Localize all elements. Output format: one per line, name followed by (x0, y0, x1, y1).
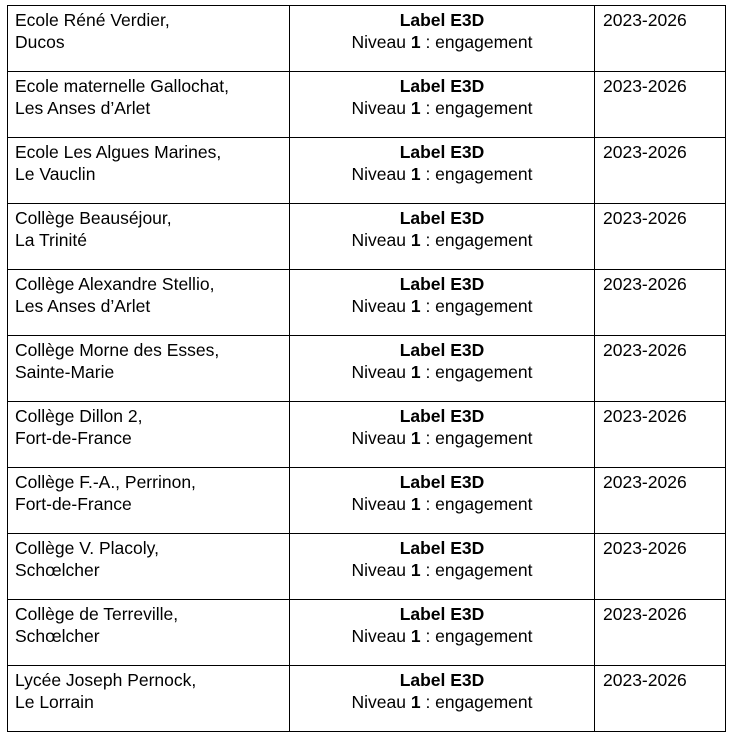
school-name: Collège V. Placoly, (15, 538, 159, 558)
school-city: Le Lorrain (15, 692, 94, 712)
school-city: Ducos (15, 32, 65, 52)
table-row (8, 204, 726, 270)
school-cell (8, 6, 290, 72)
level-prefix: Niveau (351, 230, 411, 250)
level-prefix: Niveau (351, 560, 411, 580)
level-number: 1 (410, 32, 421, 52)
school-cell (8, 336, 290, 402)
level-suffix: : engagement (420, 230, 533, 250)
period-cell (595, 468, 726, 534)
label-cell (290, 666, 595, 732)
level-prefix: Niveau (351, 296, 411, 316)
period-text: 2023-2026 (603, 274, 687, 294)
level-suffix: : engagement (420, 98, 533, 118)
school-city: Schœlcher (15, 560, 100, 580)
level-number: 1 (410, 626, 421, 646)
table-row (8, 468, 726, 534)
level-suffix: : engagement (420, 560, 533, 580)
school-cell (8, 270, 290, 336)
level-suffix: : engagement (420, 428, 533, 448)
school-name: Collège Beauséjour, (15, 208, 172, 228)
e3d-label-table (7, 5, 726, 732)
period-text: 2023-2026 (603, 670, 687, 690)
label-cell (290, 270, 595, 336)
level-suffix: : engagement (420, 626, 533, 646)
period-cell (595, 666, 726, 732)
label-title: Label E3D (399, 142, 485, 162)
label-title: Label E3D (399, 538, 485, 558)
period-cell (595, 72, 726, 138)
level-suffix: : engagement (420, 32, 533, 52)
period-cell (595, 138, 726, 204)
school-city: Fort-de-France (15, 494, 132, 514)
level-prefix: Niveau (351, 692, 411, 712)
label-cell (290, 402, 595, 468)
period-text: 2023-2026 (603, 604, 687, 624)
label-title: Label E3D (399, 472, 485, 492)
label-cell (290, 336, 595, 402)
level-prefix: Niveau (351, 626, 411, 646)
level-number: 1 (410, 692, 421, 712)
label-cell (290, 72, 595, 138)
school-cell (8, 534, 290, 600)
label-title: Label E3D (399, 670, 485, 690)
level-number: 1 (410, 98, 421, 118)
table-row (8, 72, 726, 138)
school-name: Collège Alexandre Stellio, (15, 274, 215, 294)
school-name: Ecole Les Algues Marines, (15, 142, 222, 162)
school-city: La Trinité (15, 230, 87, 250)
school-city: Les Anses d’Arlet (15, 296, 151, 316)
label-cell (290, 600, 595, 666)
school-city: Les Anses d’Arlet (15, 98, 151, 118)
school-cell (8, 402, 290, 468)
school-name: Collège Dillon 2, (15, 406, 143, 426)
label-title: Label E3D (399, 340, 485, 360)
school-cell (8, 600, 290, 666)
label-cell (290, 204, 595, 270)
label-title: Label E3D (399, 604, 485, 624)
school-cell (8, 72, 290, 138)
school-name: Ecole maternelle Gallochat, (15, 76, 229, 96)
table-row (8, 270, 726, 336)
level-prefix: Niveau (351, 98, 411, 118)
level-suffix: : engagement (420, 164, 533, 184)
period-text: 2023-2026 (603, 406, 687, 426)
school-city: Fort-de-France (15, 428, 132, 448)
period-cell (595, 270, 726, 336)
school-name: Collège F.-A., Perrinon, (15, 472, 196, 492)
table-row (8, 666, 726, 732)
level-suffix: : engagement (420, 494, 533, 514)
level-number: 1 (410, 296, 421, 316)
table-row (8, 534, 726, 600)
level-number: 1 (410, 494, 421, 514)
level-prefix: Niveau (351, 164, 411, 184)
school-city: Schœlcher (15, 626, 100, 646)
label-cell (290, 534, 595, 600)
level-suffix: : engagement (420, 296, 533, 316)
period-cell (595, 600, 726, 666)
level-number: 1 (410, 164, 421, 184)
table-body (8, 6, 726, 732)
school-name: Ecole Réné Verdier, (15, 10, 170, 30)
table-row (8, 6, 726, 72)
period-text: 2023-2026 (603, 10, 687, 30)
label-title: Label E3D (399, 76, 485, 96)
table-row (8, 600, 726, 666)
level-prefix: Niveau (351, 428, 411, 448)
period-text: 2023-2026 (603, 142, 687, 162)
period-text: 2023-2026 (603, 538, 687, 558)
school-name: Lycée Joseph Pernock, (15, 670, 197, 690)
table-row (8, 402, 726, 468)
level-number: 1 (410, 362, 421, 382)
school-cell (8, 468, 290, 534)
school-city: Sainte-Marie (15, 362, 115, 382)
school-cell (8, 138, 290, 204)
level-number: 1 (410, 560, 421, 580)
period-cell (595, 336, 726, 402)
level-number: 1 (410, 230, 421, 250)
period-cell (595, 6, 726, 72)
label-title: Label E3D (399, 406, 485, 426)
period-text: 2023-2026 (603, 340, 687, 360)
period-cell (595, 204, 726, 270)
school-cell (8, 204, 290, 270)
period-cell (595, 534, 726, 600)
period-text: 2023-2026 (603, 472, 687, 492)
level-prefix: Niveau (351, 32, 411, 52)
label-title: Label E3D (399, 274, 485, 294)
label-title: Label E3D (399, 208, 485, 228)
period-cell (595, 402, 726, 468)
level-suffix: : engagement (420, 692, 533, 712)
label-cell (290, 138, 595, 204)
period-text: 2023-2026 (603, 208, 687, 228)
table-row (8, 336, 726, 402)
level-prefix: Niveau (351, 362, 411, 382)
school-city: Le Vauclin (15, 164, 96, 184)
label-cell (290, 468, 595, 534)
school-name: Collège Morne des Esses, (15, 340, 220, 360)
level-suffix: : engagement (420, 362, 533, 382)
label-cell (290, 6, 595, 72)
level-number: 1 (410, 428, 421, 448)
period-text: 2023-2026 (603, 76, 687, 96)
school-name: Collège de Terreville, (15, 604, 179, 624)
table-row (8, 138, 726, 204)
school-cell (8, 666, 290, 732)
label-title: Label E3D (399, 10, 485, 30)
level-prefix: Niveau (351, 494, 411, 514)
